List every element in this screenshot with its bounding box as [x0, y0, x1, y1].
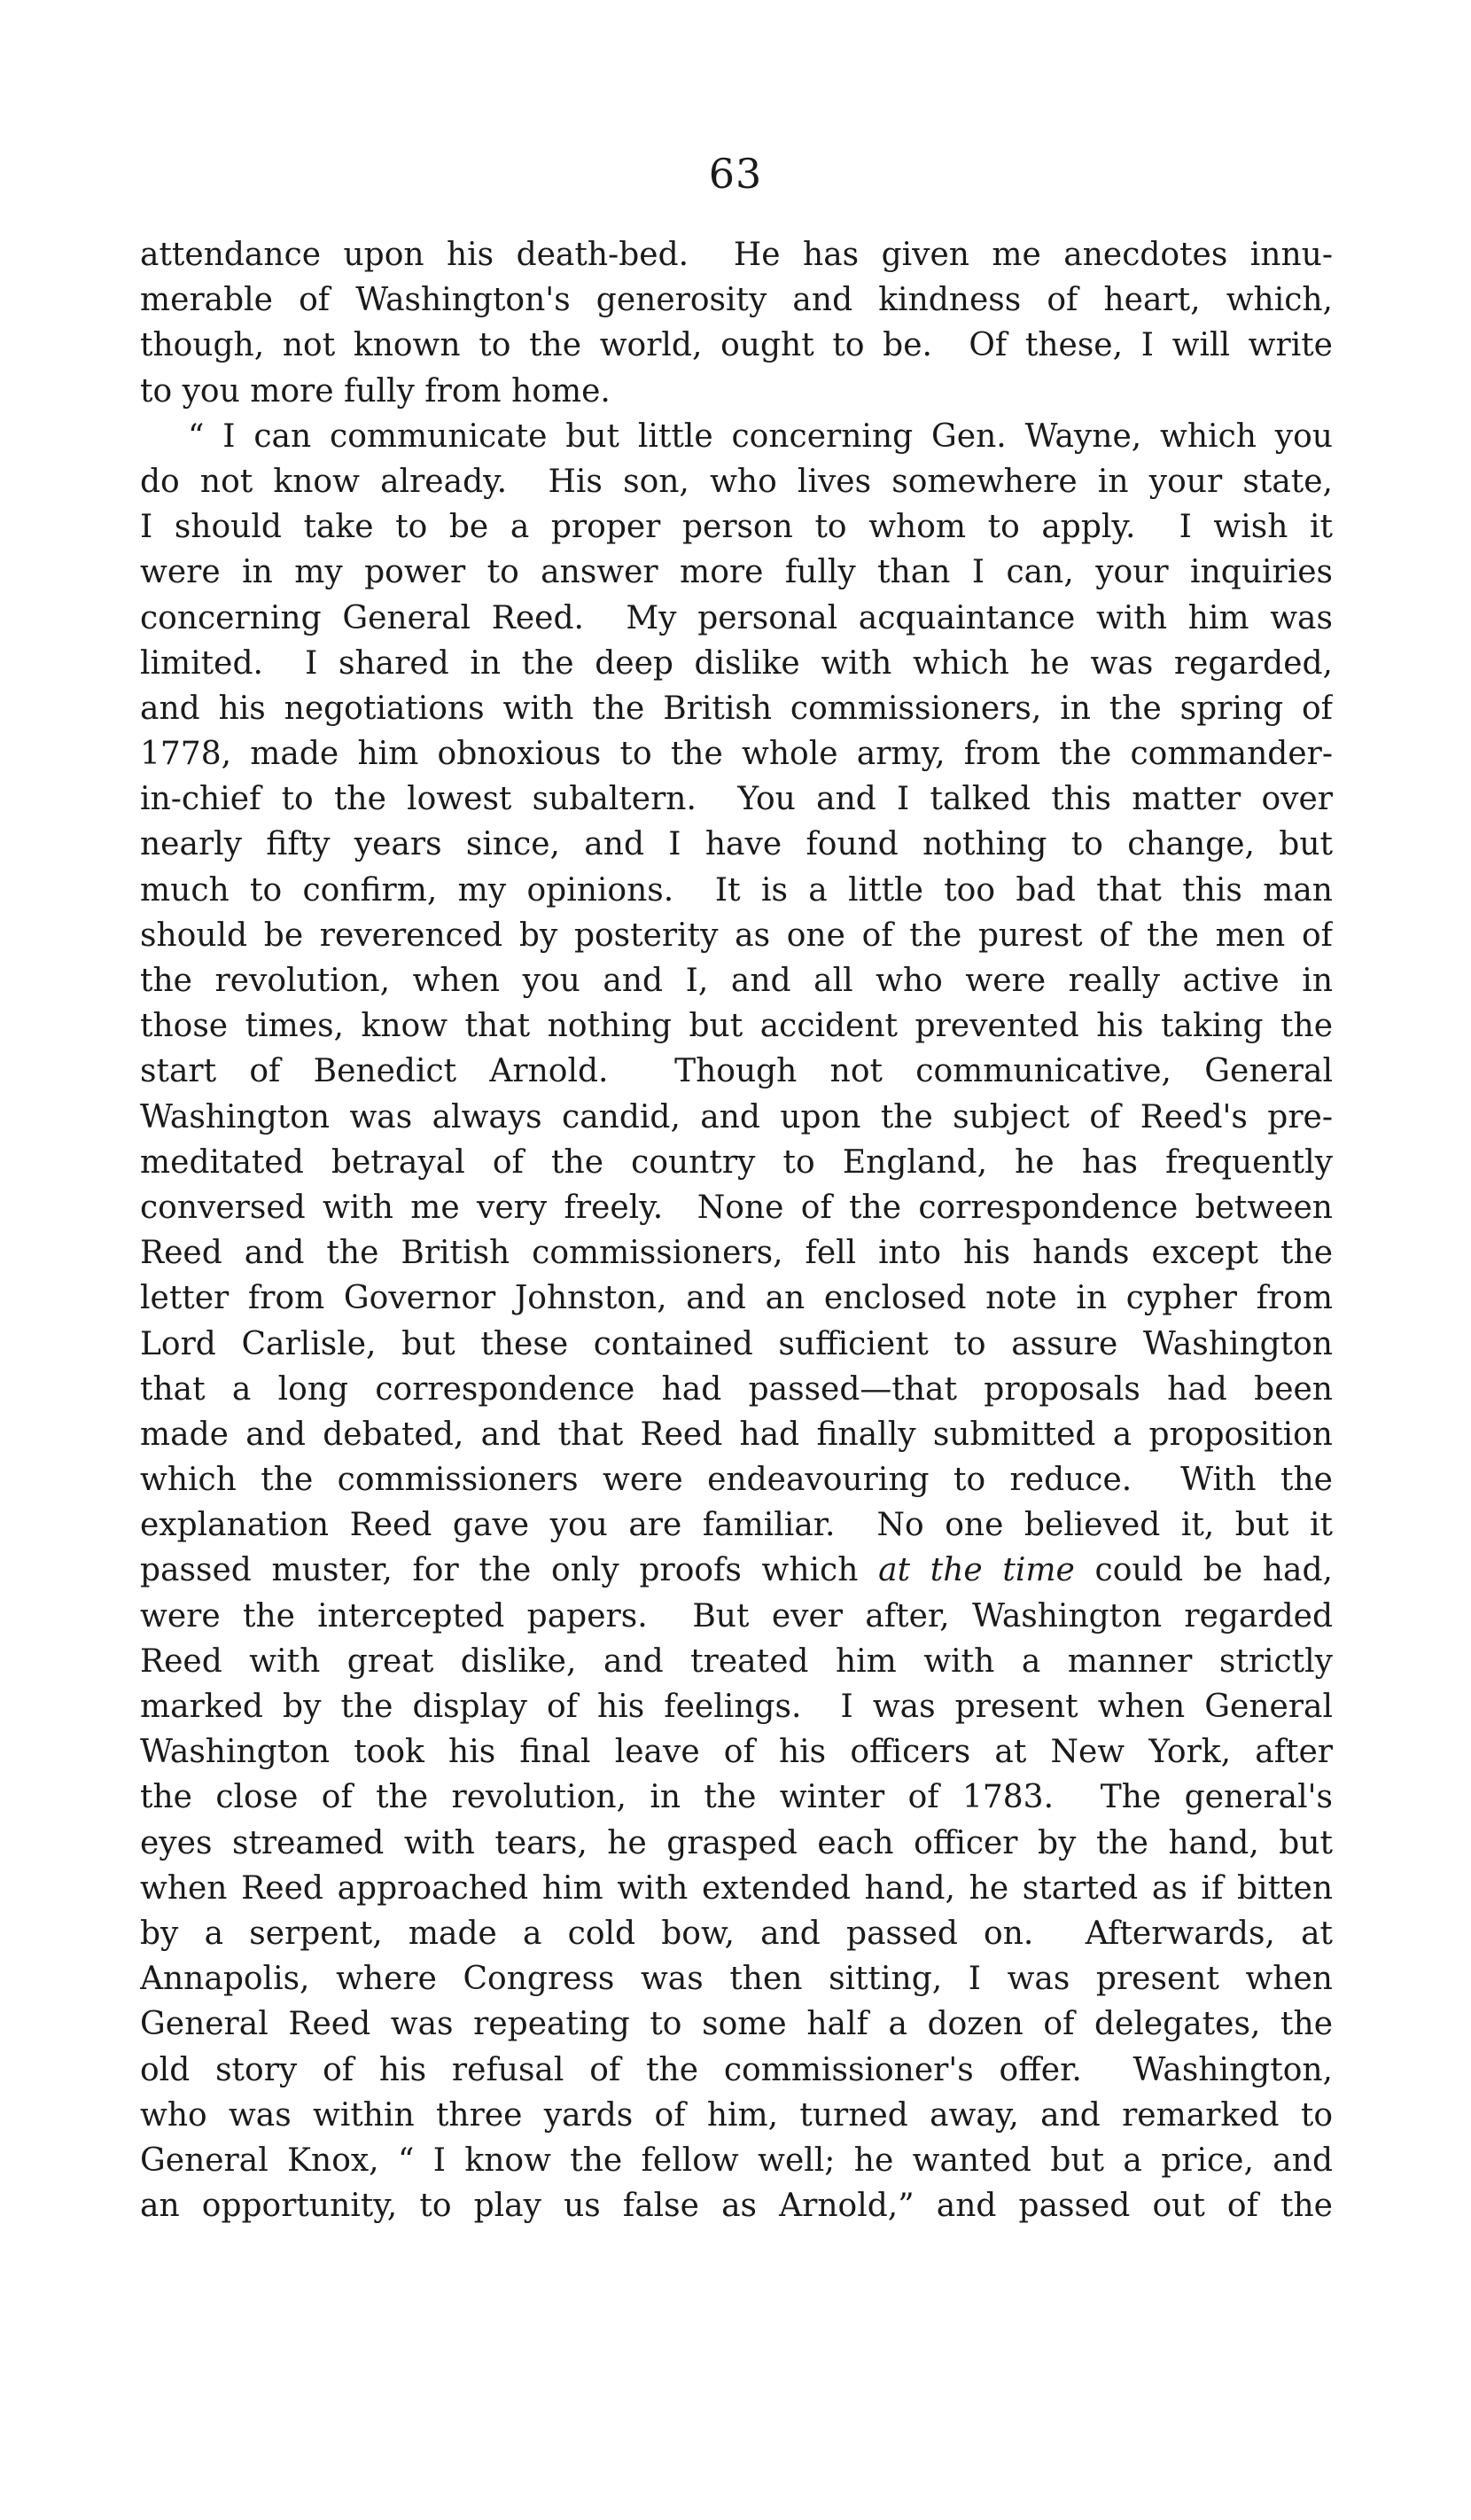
text-segment: merable of Washington's generosity and kindness of heart, which, — [140, 282, 1333, 319]
text-line — [140, 776, 1333, 822]
page-number: 63 — [708, 150, 763, 198]
text-segment: when Reed approached him with extended hand, he started as if bitten — [140, 1869, 1333, 1907]
text-line — [140, 1821, 1333, 1866]
text-line — [140, 2183, 1333, 2228]
text-segment: and his negotiations with the British commissioners, in the spring of — [140, 690, 1333, 727]
text-segment: limited. I shared in the deep dislike with which he was regarded, — [140, 644, 1333, 682]
text-segment: Washington took his final leave of his officers at New York, after — [140, 1734, 1333, 1771]
text-segment: Reed with great dislike, and treated him with a manner strictly — [140, 1642, 1333, 1680]
text-line — [140, 1956, 1333, 2001]
text-line — [140, 1095, 1333, 1140]
text-line — [140, 2048, 1333, 2093]
text-segment: concerning General Reed. My personal acquaintance with him was — [140, 599, 1333, 636]
text-line — [140, 1230, 1333, 1276]
text-segment: marked by the display of his feelings. I was present when General — [140, 1689, 1333, 1725]
text-segment: old story of his refusal of the commissioner's offer. Washington, — [140, 2051, 1333, 2088]
text-segment: General Knox, “ I know the fellow well; he wanted but a price, and — [140, 2142, 1333, 2179]
text-segment: those times, know that nothing but accident prevented his taking the — [140, 1008, 1333, 1045]
text-segment: “ I can communicate but little concerning Gen. Wayne, which you — [188, 417, 1333, 455]
text-line — [140, 1502, 1333, 1548]
text-line — [140, 1911, 1333, 1956]
text-segment: Annapolis, where Congress was then sitting, I was present when — [140, 1961, 1333, 1998]
text-line — [140, 1276, 1333, 1321]
text-segment: meditated betrayal of the country to England, he has frequently — [140, 1143, 1333, 1181]
text-segment: should be reverenced by posterity as one of the purest of the men of — [140, 917, 1333, 954]
text-line — [140, 1140, 1333, 1185]
text-line — [140, 1548, 1333, 1593]
text-line — [140, 596, 1333, 641]
text-line — [140, 369, 1333, 414]
text-segment: I should take to be a proper person to whom to apply. I wish it — [140, 509, 1333, 546]
text-line — [140, 1322, 1333, 1367]
text-line — [140, 232, 1333, 277]
text-segment: were in my power to answer more fully than I can, your inquiries — [140, 554, 1333, 591]
text-line — [140, 414, 1333, 459]
text-line — [140, 641, 1333, 686]
text-line — [140, 868, 1333, 913]
text-segment: were the intercepted papers. But ever after, Washington regarded — [140, 1597, 1333, 1634]
text-segment: to you more fully from home. — [140, 372, 611, 410]
text-line — [140, 1412, 1333, 1457]
text-line — [140, 1594, 1333, 1639]
text-line — [140, 2001, 1333, 2047]
body-text — [140, 232, 1333, 2228]
text-segment: which the commissioners were endeavouring to reduce. With the — [140, 1462, 1333, 1499]
text-segment: an opportunity, to play us false as Arnold,” and passed out of the — [140, 2188, 1333, 2225]
text-line — [140, 1457, 1333, 1502]
text-segment: explanation Reed gave you are familiar. No one believed it, but it — [140, 1507, 1333, 1544]
text-segment: though, not known to the world, ought to be. Of these, I will write — [140, 327, 1333, 364]
text-segment: nearly fifty years since, and I have found nothing to change, but — [140, 826, 1333, 863]
text-line — [140, 913, 1333, 958]
text-line — [140, 1185, 1333, 1230]
text-line — [140, 1639, 1333, 1684]
text-line — [140, 1866, 1333, 1911]
text-line — [140, 822, 1333, 867]
text-segment: much to confirm, my opinions. It is a little too bad that this man — [140, 871, 1333, 909]
text-line — [140, 958, 1333, 1003]
text-line — [140, 323, 1333, 368]
text-segment: the revolution, when you and I, and all who were really active in — [140, 963, 1333, 999]
text-line — [140, 686, 1333, 731]
text-line — [140, 1367, 1333, 1412]
text-segment: who was within three yards of him, turned away, and remarked to — [140, 2096, 1333, 2134]
text-segment: do not know already. His son, who lives somewhere in your state, — [140, 463, 1333, 500]
text-line — [140, 277, 1333, 323]
text-line — [140, 550, 1333, 595]
text-line — [140, 459, 1333, 504]
text-line — [140, 731, 1333, 776]
text-segment: in-chief to the lowest subaltern. You and I talked this matter over — [140, 781, 1333, 818]
italic-text-segment: at the time — [878, 1552, 1075, 1589]
text-line — [140, 1684, 1333, 1729]
text-segment: made and debated, and that Reed had finally submitted a proposition — [140, 1416, 1333, 1453]
text-segment: Washington was always candid, and upon the subject of Reed's pre- — [140, 1098, 1333, 1135]
text-line — [140, 1003, 1333, 1049]
text-segment: Reed and the British commissioners, fell into his hands except the — [140, 1235, 1333, 1272]
text-line — [140, 2138, 1333, 2183]
text-segment: could be had, — [1074, 1552, 1333, 1589]
text-segment: by a serpent, made a cold bow, and passed on. Afterwards, at — [140, 1915, 1333, 1952]
text-segment: General Reed was repeating to some half a dozen of delegates, the — [140, 2006, 1333, 2043]
text-line — [140, 1729, 1333, 1775]
text-segment: letter from Governor Johnston, and an enclosed note in cypher from — [140, 1280, 1333, 1317]
text-segment: Lord Carlisle, but these contained sufficient to assure Washington — [140, 1325, 1333, 1362]
text-segment: start of Benedict Arnold. Though not communicative, General — [140, 1053, 1333, 1090]
text-segment: passed muster, for the only proofs which — [140, 1552, 879, 1589]
text-line — [140, 1775, 1333, 1820]
text-line — [140, 1049, 1333, 1094]
text-segment: the close of the revolution, in the winter of 1783. The general's — [140, 1779, 1333, 1816]
text-line — [140, 2093, 1333, 2138]
text-segment: eyes streamed with tears, he grasped each officer by the hand, but — [140, 1824, 1333, 1861]
text-line — [140, 504, 1333, 550]
text-segment: 1778, made him obnoxious to the whole army, from the commander- — [140, 736, 1333, 773]
text-segment: that a long correspondence had passed—that proposals had been — [140, 1370, 1333, 1408]
text-segment: conversed with me very freely. None of the correspondence between — [140, 1189, 1333, 1226]
text-segment: attendance upon his death-bed. He has given me anecdotes innu- — [140, 237, 1333, 273]
